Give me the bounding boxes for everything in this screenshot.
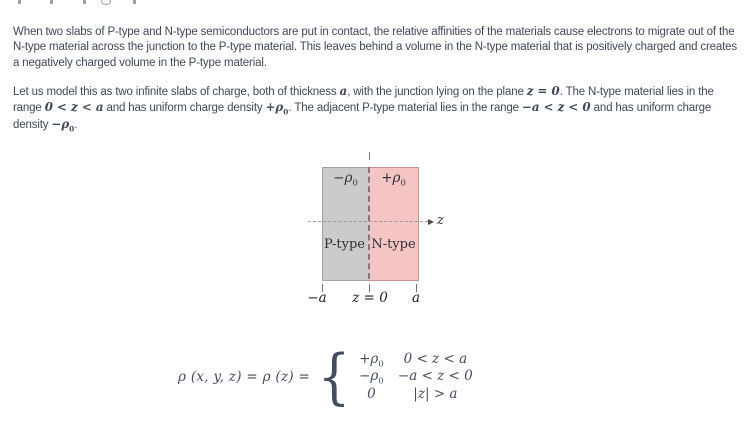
inline-text: . The adjacent P-type material lies in the range bbox=[288, 102, 522, 115]
z-axis-label: z bbox=[437, 213, 444, 228]
case-value bbox=[355, 351, 387, 367]
case-value-subscript: 0 bbox=[378, 375, 384, 386]
case-value-subscript: 0 bbox=[378, 358, 384, 369]
equation-lhs: ρ (x, y, z) = ρ (z) = bbox=[178, 369, 311, 385]
p-region-charge-label bbox=[322, 170, 369, 186]
case-value-symbol: −ρ bbox=[359, 368, 379, 385]
equation-case-row bbox=[355, 368, 475, 386]
inline-math: z = 0 bbox=[526, 83, 560, 98]
inline-math: 0 < z < a bbox=[44, 100, 104, 115]
case-value-symbol: 0 bbox=[367, 385, 376, 402]
case-value bbox=[355, 386, 387, 402]
tick-label-z-equals-0: z = 0 bbox=[352, 290, 388, 306]
p-charge-subscript: 0 bbox=[352, 177, 358, 188]
charge-density-equation bbox=[178, 342, 475, 412]
clipped-text-remnant bbox=[0, 0, 750, 6]
case-value bbox=[355, 368, 387, 384]
p-charge-symbol: −ρ bbox=[333, 170, 353, 186]
inline-text: When two slabs of P-type and N-type semiconductors are put in contact, the relative affinities of the materials cause electrons to migrate out of the N-type material across the junction to the P-type material. This leaves behind a volume in the N-type material that is positively charged and creates a negatively charged volume in the P-type material. bbox=[13, 25, 738, 69]
case-value-symbol: +ρ bbox=[359, 350, 379, 367]
intro-paragraph-2 bbox=[13, 84, 743, 134]
inline-text: Let us model this as two infinite slabs of charge, both of thickness bbox=[13, 85, 340, 98]
inline-math: $+\rho_0$ bbox=[265, 100, 289, 117]
equation-case-row bbox=[355, 351, 475, 369]
case-condition: 0 < z < a bbox=[403, 350, 468, 367]
text-fragment bbox=[50, 0, 53, 4]
equation-cases bbox=[355, 351, 475, 404]
inline-text: and has uniform charge density bbox=[103, 102, 266, 115]
junction-top-tick bbox=[369, 152, 371, 160]
text-fragment bbox=[133, 0, 136, 4]
inline-math: −a < z < 0 bbox=[521, 100, 591, 115]
inline-text: and has uniform charge density bbox=[13, 102, 712, 131]
text-fragment bbox=[83, 0, 86, 4]
z-axis-arrow-icon bbox=[428, 219, 434, 225]
text-fragment bbox=[101, 0, 111, 5]
p-type-label: P-type bbox=[323, 237, 365, 252]
tick-label-a: a bbox=[411, 290, 421, 306]
intro-paragraph-1 bbox=[13, 25, 743, 72]
n-region-charge-label bbox=[369, 170, 418, 186]
inline-text: . The N-type material lies in the range bbox=[13, 85, 714, 115]
text-fragment bbox=[18, 0, 21, 4]
inline-math: $-\rho_0$ bbox=[51, 116, 75, 134]
z-axis-dashed-line bbox=[308, 221, 428, 222]
n-charge-subscript: 0 bbox=[400, 177, 406, 188]
case-condition: |z| > a bbox=[413, 385, 458, 402]
equation-case-row bbox=[355, 386, 475, 404]
case-condition: −a < z < 0 bbox=[397, 368, 473, 385]
n-charge-symbol: +ρ bbox=[381, 170, 401, 186]
inline-text: , with the junction lying on the plane bbox=[347, 85, 527, 98]
n-type-label: N-type bbox=[371, 237, 416, 252]
tick-label-minus-a: −a bbox=[307, 290, 327, 306]
curly-brace: { bbox=[318, 342, 351, 412]
inline-text: . bbox=[74, 118, 78, 131]
inline-math: a bbox=[339, 83, 348, 98]
